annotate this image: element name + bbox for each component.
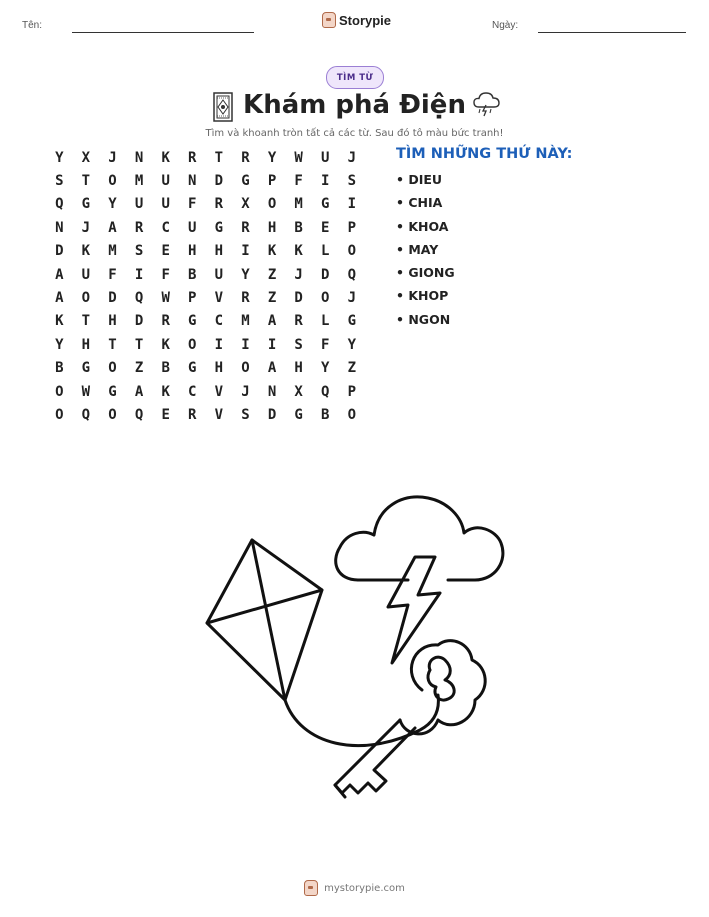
grid-letter[interactable]: U xyxy=(321,149,330,166)
page-title: Khám phá Điện xyxy=(243,90,466,120)
grid-letter[interactable]: B xyxy=(294,219,303,236)
grid-letter[interactable]: A xyxy=(108,219,117,236)
grid-letter[interactable]: D xyxy=(134,313,144,330)
grid-letter[interactable]: A xyxy=(267,360,277,377)
word-item: • KHOP xyxy=(396,288,449,304)
grid-letter[interactable]: G xyxy=(188,313,197,330)
grid-letter[interactable]: A xyxy=(134,383,144,400)
storypie-mascot-icon xyxy=(322,12,336,28)
date-line[interactable] xyxy=(538,32,686,33)
grid-letter[interactable]: S xyxy=(294,336,303,353)
grid-letter[interactable]: Y xyxy=(108,196,117,213)
grid-letter[interactable]: G xyxy=(108,383,117,400)
grid-letter[interactable]: L xyxy=(321,313,330,330)
grid-letter[interactable]: V xyxy=(214,406,224,423)
grid-letter[interactable]: D xyxy=(108,290,117,307)
date-label: Ngày: xyxy=(492,20,519,31)
grid-letter[interactable]: Q xyxy=(55,196,64,213)
grid-letter[interactable]: A xyxy=(267,313,277,330)
grid-letter[interactable]: V xyxy=(214,290,224,307)
grid-letter[interactable]: R xyxy=(294,313,303,330)
grid-letter[interactable]: O xyxy=(108,406,117,423)
storm-cloud-icon xyxy=(472,90,502,118)
word-item: • KHOA xyxy=(396,218,449,234)
grid-letter[interactable]: U xyxy=(81,266,91,283)
grid-letter[interactable]: A xyxy=(55,290,64,307)
grid-letter[interactable]: U xyxy=(161,173,170,190)
grid-letter[interactable]: R xyxy=(161,313,170,330)
grid-letter[interactable]: J xyxy=(241,383,250,400)
grid-letter[interactable]: R xyxy=(241,290,250,307)
grid-letter[interactable]: D xyxy=(55,243,64,260)
grid-letter[interactable]: N xyxy=(55,219,64,236)
grid-letter[interactable]: J xyxy=(347,290,357,307)
grid-letter[interactable]: R xyxy=(241,149,250,166)
grid-letter[interactable]: M xyxy=(108,243,117,260)
grid-letter[interactable]: G xyxy=(81,196,91,213)
grid-letter[interactable]: P xyxy=(188,290,197,307)
grid-letter[interactable]: Y xyxy=(241,266,250,283)
grid-letter[interactable]: M xyxy=(241,313,250,330)
word-item: • NGON xyxy=(396,311,451,327)
footer xyxy=(0,880,709,896)
grid-letter[interactable]: H xyxy=(214,243,224,260)
grid-letter[interactable]: O xyxy=(241,360,250,377)
grid-letter[interactable]: S xyxy=(347,173,357,190)
grid-letter[interactable]: D xyxy=(214,173,224,190)
grid-letter[interactable]: D xyxy=(294,290,303,307)
grid-letter[interactable]: O xyxy=(81,290,91,307)
storm-cloud-drawing xyxy=(336,497,503,663)
grid-letter[interactable]: T xyxy=(214,149,224,166)
footer-url[interactable]: mystorypie.com xyxy=(324,882,405,894)
grid-letter[interactable]: S xyxy=(134,243,144,260)
grid-letter[interactable]: J xyxy=(81,219,91,236)
grid-letter[interactable]: A xyxy=(55,266,64,283)
grid-letter[interactable]: E xyxy=(321,219,330,236)
grid-letter[interactable]: K xyxy=(161,383,170,400)
grid-letter[interactable]: G xyxy=(81,360,91,377)
grid-letter[interactable]: G xyxy=(214,219,224,236)
grid-letter[interactable]: T xyxy=(108,336,117,353)
grid-letter[interactable]: B xyxy=(188,266,197,283)
grid-letter[interactable]: R xyxy=(188,149,197,166)
grid-letter[interactable]: H xyxy=(81,336,91,353)
grid-letter[interactable]: B xyxy=(55,360,64,377)
grid-letter[interactable]: Z xyxy=(347,360,357,377)
grid-letter[interactable]: F xyxy=(321,336,330,353)
grid-letter[interactable]: R xyxy=(134,219,144,236)
grid-letter[interactable]: O xyxy=(108,360,117,377)
letter-grid[interactable] xyxy=(46,146,365,427)
grid-letter[interactable]: R xyxy=(241,219,250,236)
grid-letter[interactable]: N xyxy=(134,149,144,166)
grid-letter[interactable]: G xyxy=(188,360,197,377)
grid-letter[interactable]: K xyxy=(161,336,170,353)
storypie-mascot-icon xyxy=(304,880,318,896)
grid-letter[interactable]: K xyxy=(294,243,303,260)
grid-letter[interactable]: O xyxy=(347,243,357,260)
grid-letter[interactable]: J xyxy=(294,266,303,283)
kite-drawing xyxy=(207,540,438,746)
grid-letter[interactable]: I xyxy=(267,336,277,353)
grid-letter[interactable]: Q xyxy=(81,406,91,423)
grid-letter[interactable]: T xyxy=(134,336,144,353)
grid-letter[interactable]: M xyxy=(294,196,303,213)
grid-letter[interactable]: G xyxy=(321,196,330,213)
grid-letter[interactable]: W xyxy=(81,383,91,400)
name-label: Tên: xyxy=(22,20,43,31)
name-line[interactable] xyxy=(72,32,254,33)
grid-letter[interactable]: E xyxy=(161,243,170,260)
grid-letter[interactable]: J xyxy=(108,149,117,166)
grid-letter[interactable]: F xyxy=(108,266,117,283)
grid-letter[interactable]: U xyxy=(214,266,224,283)
grid-letter[interactable]: O xyxy=(347,406,357,423)
grid-letter[interactable]: I xyxy=(347,196,357,213)
grid-letter[interactable]: O xyxy=(321,290,330,307)
storypie-logo xyxy=(322,12,391,28)
grid-letter[interactable]: O xyxy=(55,383,64,400)
grid-letter[interactable]: Z xyxy=(267,290,277,307)
grid-letter[interactable]: H xyxy=(108,313,117,330)
grid-letter[interactable]: B xyxy=(161,360,170,377)
grid-letter[interactable]: E xyxy=(161,406,170,423)
grid-letter[interactable]: R xyxy=(188,406,197,423)
grid-letter[interactable]: P xyxy=(347,219,357,236)
key-drawing xyxy=(335,641,485,797)
grid-letter[interactable]: Q xyxy=(321,383,330,400)
grid-letter[interactable]: Y xyxy=(347,336,357,353)
grid-letter[interactable]: F xyxy=(161,266,170,283)
coloring-illustration[interactable] xyxy=(190,485,510,835)
grid-letter[interactable]: Q xyxy=(134,406,144,423)
grid-letter[interactable]: Q xyxy=(347,266,357,283)
grid-letter[interactable]: B xyxy=(321,406,330,423)
grid-letter[interactable]: K xyxy=(267,243,277,260)
word-search-badge: TÌM TỪ xyxy=(326,66,384,89)
grid-letter[interactable]: S xyxy=(55,173,64,190)
grid-letter[interactable]: H xyxy=(214,360,224,377)
grid-letter[interactable]: N xyxy=(188,173,197,190)
grid-letter[interactable]: T xyxy=(81,313,91,330)
grid-letter[interactable]: I xyxy=(134,266,144,283)
grid-letter[interactable]: U xyxy=(161,196,170,213)
grid-letter[interactable]: U xyxy=(188,219,197,236)
grid-letter[interactable]: Y xyxy=(55,149,64,166)
brand-name: Storypie xyxy=(339,12,392,28)
word-item: • DIEU xyxy=(396,172,443,187)
grid-letter[interactable]: K xyxy=(55,313,64,330)
instructions: Tìm và khoanh tròn tất cả các từ. Sau đó tô màu bức tranh! xyxy=(205,128,504,139)
word-item: • CHIA xyxy=(396,195,443,211)
grid-letter[interactable]: W xyxy=(294,149,303,166)
grid-letter[interactable]: I xyxy=(241,336,250,353)
grid-letter[interactable]: X xyxy=(294,383,303,400)
grid-letter[interactable]: F xyxy=(188,196,197,213)
word-list xyxy=(396,170,455,333)
grid-letter[interactable]: X xyxy=(81,149,91,166)
grid-letter[interactable]: N xyxy=(267,383,277,400)
grid-letter[interactable]: K xyxy=(81,243,91,260)
grid-letter[interactable]: O xyxy=(108,173,117,190)
grid-letter[interactable]: G xyxy=(294,406,303,423)
grid-letter[interactable]: R xyxy=(214,196,224,213)
grid-letter[interactable]: C xyxy=(188,383,197,400)
grid-letter[interactable]: G xyxy=(241,173,250,190)
grid-letter[interactable]: I xyxy=(241,243,250,260)
grid-letter[interactable]: H xyxy=(267,219,277,236)
grid-letter[interactable]: M xyxy=(134,173,144,190)
grid-letter[interactable]: Z xyxy=(134,360,144,377)
grid-letter[interactable]: I xyxy=(214,336,224,353)
grid-letter[interactable]: O xyxy=(188,336,197,353)
grid-letter[interactable]: Y xyxy=(321,360,330,377)
grid-letter[interactable]: L xyxy=(321,243,330,260)
grid-letter[interactable]: P xyxy=(267,173,277,190)
grid-letter[interactable]: X xyxy=(241,196,250,213)
grid-letter[interactable]: S xyxy=(241,406,250,423)
grid-letter[interactable]: V xyxy=(214,383,224,400)
grid-letter[interactable]: G xyxy=(347,313,357,330)
grid-letter[interactable]: D xyxy=(321,266,330,283)
grid-letter[interactable]: Y xyxy=(55,336,64,353)
word-item: • MAY xyxy=(396,241,439,257)
grid-letter[interactable]: T xyxy=(81,173,91,190)
grid-letter[interactable]: F xyxy=(294,173,303,190)
grid-letter[interactable]: P xyxy=(347,383,357,400)
grid-letter[interactable]: Y xyxy=(267,149,277,166)
grid-letter[interactable]: C xyxy=(161,219,170,236)
word-item: • GIONG xyxy=(396,265,455,281)
grid-letter[interactable]: K xyxy=(161,149,170,166)
grid-letter[interactable]: U xyxy=(134,196,144,213)
grid-letter[interactable]: W xyxy=(161,290,170,307)
grid-letter[interactable]: O xyxy=(55,406,64,423)
grid-letter[interactable]: J xyxy=(347,149,357,166)
grid-letter[interactable]: O xyxy=(267,196,277,213)
grid-letter[interactable]: Z xyxy=(267,266,277,283)
grid-letter[interactable]: H xyxy=(188,243,197,260)
grid-letter[interactable]: C xyxy=(214,313,224,330)
grid-letter[interactable]: H xyxy=(294,360,303,377)
grid-letter[interactable]: Q xyxy=(134,290,144,307)
grid-letter[interactable]: D xyxy=(267,406,277,423)
grid-letter[interactable]: I xyxy=(321,173,330,190)
word-list-title: TÌM NHỮNG THỨ NÀY: xyxy=(396,146,573,162)
